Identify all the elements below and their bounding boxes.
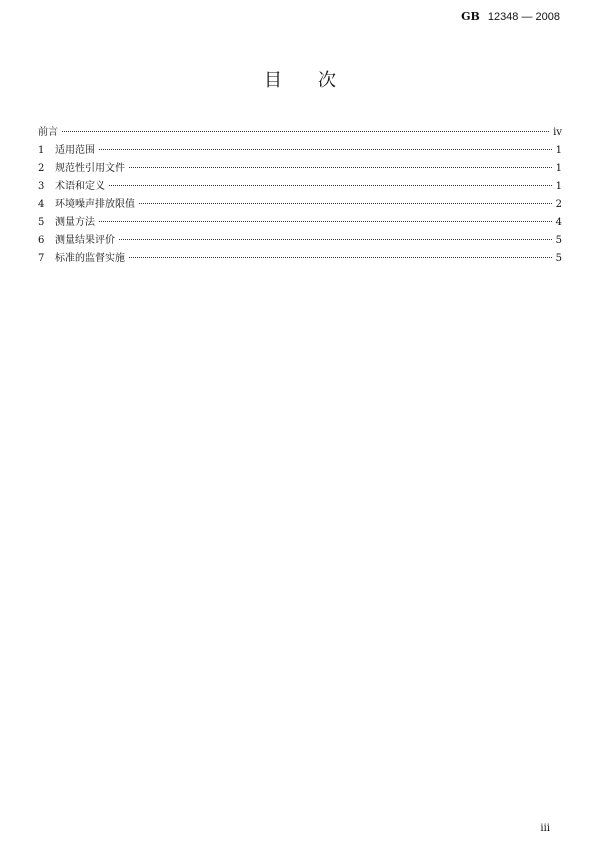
toc-entry-title: 适用范围	[55, 145, 95, 156]
toc-entry-6[interactable]	[38, 232, 562, 250]
toc-entry-number: 2	[38, 163, 45, 174]
standard-number: 12348 — 2008	[487, 11, 560, 23]
toc-entry-number: 3	[38, 181, 45, 192]
toc-entry-1[interactable]	[38, 142, 562, 160]
toc-entry-7[interactable]	[38, 250, 562, 268]
toc-entry-title: 术语和定义	[55, 181, 105, 192]
dot-leader	[119, 238, 552, 240]
toc-entry-foreword[interactable]	[38, 124, 562, 142]
toc-entry-4[interactable]	[38, 196, 562, 214]
toc-entry-page: ⅳ	[553, 127, 562, 138]
toc-entry-number: 5	[38, 217, 45, 228]
toc-entry-5[interactable]	[38, 214, 562, 232]
toc-entry-number: 7	[38, 253, 45, 264]
toc-entry-title: 测量结果评价	[55, 235, 115, 246]
toc-entry-page: 2	[555, 199, 562, 210]
toc-entry-page: 5	[555, 253, 562, 264]
toc-entry-title: 规范性引用文件	[55, 163, 125, 174]
toc-entry-title: 标准的监督实施	[55, 253, 125, 264]
toc-entry-title: 测量方法	[55, 217, 95, 228]
dot-leader	[109, 184, 552, 186]
toc-entry-2[interactable]	[38, 160, 562, 178]
toc-entry-number: 4	[38, 199, 45, 210]
toc-entry-number: 1	[38, 145, 45, 156]
dot-leader	[99, 148, 552, 150]
table-of-contents	[38, 124, 562, 268]
standard-prefix: GB	[461, 10, 480, 23]
dot-leader	[129, 166, 552, 168]
toc-entry-number: 6	[38, 235, 45, 246]
page-number: ⅲ	[540, 823, 550, 834]
toc-entry-page: 5	[555, 235, 562, 246]
toc-entry-3[interactable]	[38, 178, 562, 196]
page-title: 目次	[264, 70, 372, 91]
dot-leader	[99, 220, 552, 222]
standard-code	[461, 10, 560, 23]
dot-leader	[129, 256, 552, 258]
toc-entry-title: 环境噪声排放限值	[55, 199, 135, 210]
dot-leader	[139, 202, 552, 204]
toc-entry-page: 1	[555, 181, 562, 192]
toc-entry-page: 1	[555, 163, 562, 174]
toc-entry-page: 4	[555, 217, 562, 228]
toc-entry-title: 前言	[38, 127, 58, 138]
dot-leader	[62, 130, 549, 132]
toc-entry-page: 1	[555, 145, 562, 156]
